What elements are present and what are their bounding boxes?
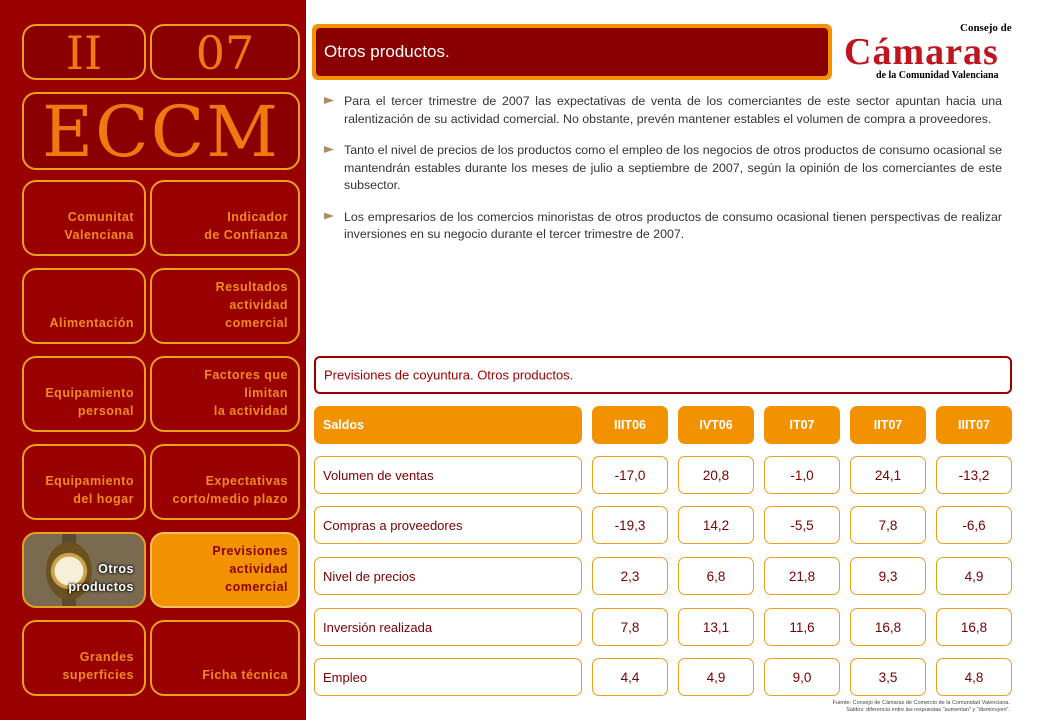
nav-label-line: superficies bbox=[62, 668, 134, 682]
table-cell-value: 9,0 bbox=[764, 658, 840, 696]
table-cell-value: 3,5 bbox=[850, 658, 926, 696]
nav-label-line: Ficha técnica bbox=[202, 668, 288, 682]
brand-title: ECCM bbox=[42, 91, 280, 173]
nav-expectativas-corto-medio-plazo[interactable] bbox=[150, 444, 300, 520]
table-header-period: IIT07 bbox=[850, 406, 926, 444]
section-number: II bbox=[65, 26, 103, 80]
bullet-item: Los empresarios de los comercios minoristas de otros productos de consumo ocasional tienen perspectivas de realizar inversiones en su negocio durante el tercer trimestre de 2007. bbox=[322, 209, 1002, 244]
table-cell-value: -13,2 bbox=[936, 456, 1012, 494]
table-header-period: IIIT06 bbox=[592, 406, 668, 444]
sidebar bbox=[0, 0, 306, 720]
footnote-source: Fuente: Consejo de Cámaras de Comercio de la Comunidad Valenciana. bbox=[832, 700, 1010, 706]
table-cell-value: 24,1 bbox=[850, 456, 926, 494]
table-cell-value: 4,4 bbox=[592, 658, 668, 696]
nav-comunitat-valenciana[interactable] bbox=[22, 180, 146, 256]
nav-grandes-superficies[interactable] bbox=[22, 620, 146, 696]
table-cell-value: 4,9 bbox=[936, 557, 1012, 595]
table-cell-value: 16,8 bbox=[850, 608, 926, 646]
footnote-note: Saldos: diferencia entre las respuestas "aumentan" y "disminuyen". bbox=[846, 707, 1010, 713]
table-cell-value: 2,3 bbox=[592, 557, 668, 595]
bullet-item: Para el tercer trimestre de 2007 las expectativas de venta de los comerciantes de este sector apuntan hacia una ralentización de su actividad comercial. No obstante, prevén mantener estables el volumen de compra a proveedores. bbox=[322, 93, 1002, 128]
nav-label-line: comercial bbox=[225, 316, 288, 330]
nav-label-line: Alimentación bbox=[49, 316, 134, 330]
nav-label-line: productos bbox=[68, 580, 134, 594]
nav-equipamiento-personal[interactable] bbox=[22, 356, 146, 432]
nav-label-line: Equipamiento bbox=[45, 474, 134, 488]
table-row-label: Nivel de precios bbox=[314, 557, 582, 595]
nav-label-line: comercial bbox=[225, 580, 288, 594]
nav-otros-productos[interactable] bbox=[22, 532, 146, 608]
table-cell-value: -1,0 bbox=[764, 456, 840, 494]
table-cell-value: 4,8 bbox=[936, 658, 1012, 696]
summary-bullets bbox=[322, 93, 1002, 258]
logo-sub-text: de la Comunidad Valenciana bbox=[876, 70, 999, 81]
table-cell-value: 9,3 bbox=[850, 557, 926, 595]
nav-ficha-t-cnica[interactable] bbox=[150, 620, 300, 696]
table-cell-value: -5,5 bbox=[764, 506, 840, 544]
logo-main-text: Cámaras bbox=[844, 31, 999, 73]
table-title: Previsiones de coyuntura. Otros productos. bbox=[324, 367, 574, 383]
nav-label-line: de Confianza bbox=[204, 228, 288, 242]
nav-factores-que-limitan-la-actividad[interactable] bbox=[150, 356, 300, 432]
table-cell-value: 21,8 bbox=[764, 557, 840, 595]
nav-indicador-de-confianza[interactable] bbox=[150, 180, 300, 256]
page-number: 07 bbox=[195, 26, 255, 80]
nav-label-line: Factores que limitan bbox=[204, 368, 288, 400]
table-cell-value: 7,8 bbox=[592, 608, 668, 646]
table-row-label: Compras a proveedores bbox=[314, 506, 582, 544]
page-title-bar bbox=[312, 24, 832, 80]
table-cell-value: 14,2 bbox=[678, 506, 754, 544]
nav-label-line: Resultados actividad bbox=[215, 280, 288, 312]
nav-label-line: del hogar bbox=[73, 492, 134, 506]
table-row-label: Empleo bbox=[314, 658, 582, 696]
nav-label-line: Comunitat bbox=[67, 210, 134, 224]
table-cell-value: 7,8 bbox=[850, 506, 926, 544]
table-header-period: IVT06 bbox=[678, 406, 754, 444]
nav-label-line: Equipamiento bbox=[45, 386, 134, 400]
table-cell-value: -19,3 bbox=[592, 506, 668, 544]
table-header-period: IIIT07 bbox=[936, 406, 1012, 444]
table-row-label: Volumen de ventas bbox=[314, 456, 582, 494]
logo-top-text: Consejo de bbox=[960, 22, 1012, 34]
table-title-bar bbox=[314, 356, 1012, 394]
camaras-logo bbox=[840, 22, 1020, 82]
table-cell-value: 13,1 bbox=[678, 608, 754, 646]
nav-equipamiento-del-hogar[interactable] bbox=[22, 444, 146, 520]
nav-label-line: Indicador bbox=[227, 210, 288, 224]
nav-label-line: Otros bbox=[98, 562, 134, 576]
brand-box bbox=[22, 91, 300, 173]
table-cell-value: 6,8 bbox=[678, 557, 754, 595]
table-header-saldos: Saldos bbox=[314, 406, 582, 444]
nav-previsiones-actividad-comercial[interactable] bbox=[150, 532, 300, 608]
nav-resultados-actividad-comercial[interactable] bbox=[150, 268, 300, 344]
table-cell-value: -6,6 bbox=[936, 506, 1012, 544]
nav-label-line: Grandes bbox=[79, 650, 134, 664]
nav-alimentaci-n[interactable] bbox=[22, 268, 146, 344]
footnote bbox=[832, 700, 1010, 714]
page-number-box bbox=[150, 24, 300, 80]
nav-label-line: la actividad bbox=[213, 404, 288, 418]
nav-label-line: Expectativas bbox=[205, 474, 288, 488]
table-cell-value: -17,0 bbox=[592, 456, 668, 494]
nav-label-line: personal bbox=[77, 404, 134, 418]
section-number-box bbox=[22, 24, 146, 80]
table-cell-value: 16,8 bbox=[936, 608, 1012, 646]
table-header-period: IT07 bbox=[764, 406, 840, 444]
nav-label-line: corto/medio plazo bbox=[172, 492, 288, 506]
table-cell-value: 11,6 bbox=[764, 608, 840, 646]
table-row-label: Inversión realizada bbox=[314, 608, 582, 646]
page-title: Otros productos. bbox=[324, 42, 450, 61]
nav-label-line: Valenciana bbox=[64, 228, 134, 242]
bullet-item: Tanto el nivel de precios de los productos como el empleo de los negocios de otros productos de consumo ocasional se mantendrán estables durante los meses de julio a septiembre de 2007, según la opinión de los comerciantes de este subsector. bbox=[322, 142, 1002, 195]
table-cell-value: 20,8 bbox=[678, 456, 754, 494]
table-cell-value: 4,9 bbox=[678, 658, 754, 696]
nav-label-line: Previsiones actividad bbox=[212, 544, 288, 576]
